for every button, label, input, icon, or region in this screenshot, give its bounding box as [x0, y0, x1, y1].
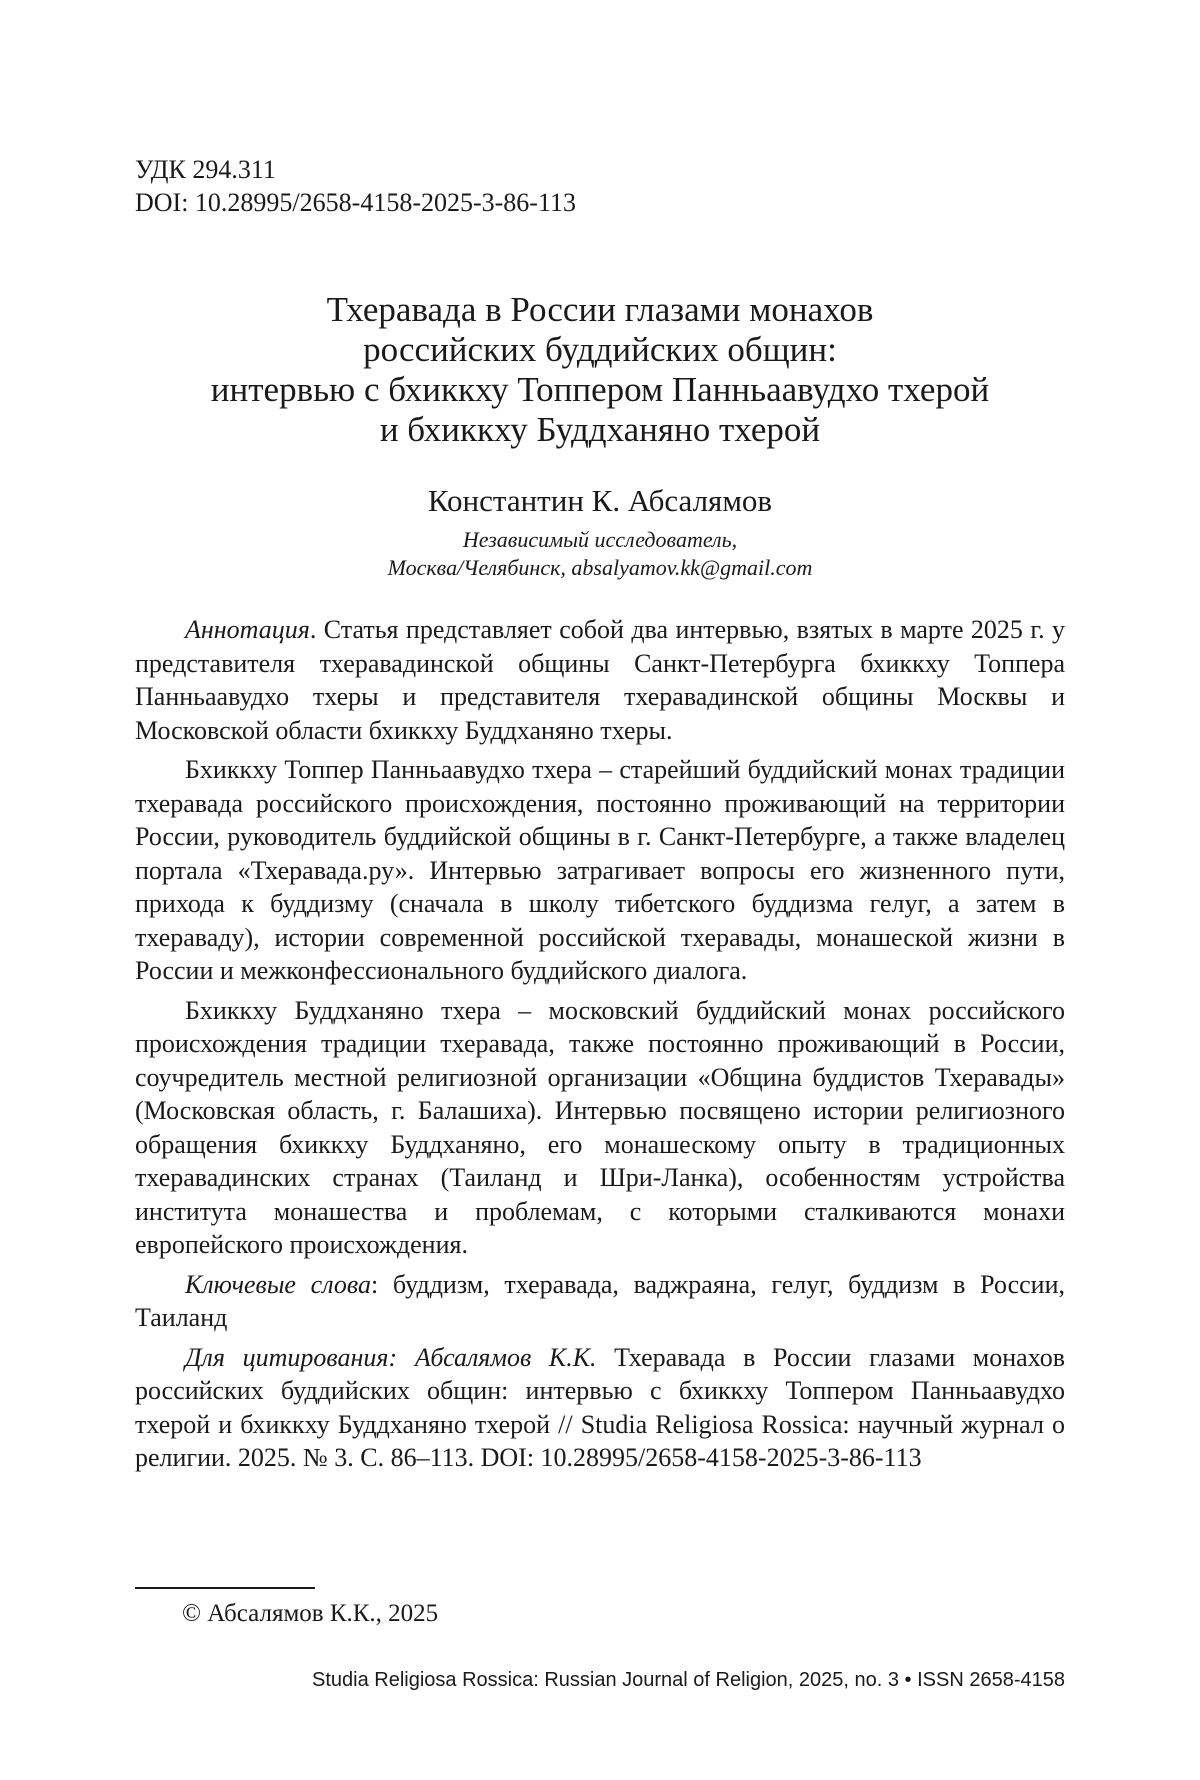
- affiliation-line: Независимый исследователь,: [462, 527, 738, 552]
- title-line: Тхеравада в России глазами монахов: [326, 290, 874, 329]
- abstract-label: Аннотация: [185, 615, 310, 644]
- title-line: и бхиккху Буддханяно тхерой: [379, 410, 821, 449]
- citation-text: Тхеравада в России глазами монахов российских буддийских общин: интервью с бхиккху Топпером Панньаавудхо тхерой и бхиккху Буддханяно тхерой // Studia Religiosa Rossica: научный журнал о религии. 2025. № 3. С. 86–113. DOI: 10.28995/2658-4158-2025-3-86-113: [135, 1342, 1065, 1472]
- doi: DOI: 10.28995/2658-4158-2025-3-86-113: [135, 188, 576, 217]
- abstract-section: [135, 613, 1065, 1481]
- copyright-notice: © Абсалямов К.К., 2025: [182, 1600, 439, 1627]
- abstract-paragraph: Бхиккху Буддханяно тхера – московский буддийский монах российского происхождения традиции тхеравада, также постоянно проживающий в России, соучредитель местной религиозной организации «Община буддистов Тхеравады» (Московская область, г. Балашиха). Интервью посвящено истории религиозного обращения бхиккху Буддханяно, его монашескому опыту в традиционных тхеравадинских странах (Таиланд и Шри-Ланка), особенностям устройства института монашества и проблемам, с которыми сталкиваются монахи европейского происхождения.: [135, 995, 1065, 1259]
- title-line: российских буддийских общин:: [363, 330, 837, 369]
- keywords-text: : буддизм, тхеравада, ваджраяна, гелуг, буддизм в России, Таиланд: [135, 1269, 1065, 1332]
- footnote-divider: [135, 1587, 315, 1589]
- location-email: Москва/Челябинск, absalyamov.kk@gmail.com: [387, 555, 813, 580]
- abstract-text: . Статья представляет собой два интервью, взятых в марте 2025 г. у представителя тхеравадинской общины Санкт-Петербурга бхиккху Топпера Панньаавудхо тхеры и представителя тхеравадинской общины Москвы и Московской области бхиккху Буддханяно тхеры.: [135, 615, 1065, 745]
- citation-label: Для цитирования: Абсалямов К.К.: [185, 1342, 597, 1372]
- author-name: Константин К. Абсалямов: [427, 483, 773, 518]
- keywords-label: Ключевые слова: [185, 1269, 371, 1299]
- abstract-paragraph: Бхиккху Топпер Панньаавудхо тхера – старейший буддийский монах традиции тхеравада российского происхождения, постоянно проживающий на территории России, руководитель буддийской общины в г. Санкт-Петербурге, а также владелец портала «Тхеравада.ру». Интервью затрагивает вопросы его жизненного пути, прихода к буддизму (сначала в школу тибетского буддизма гелуг, а затем в тхераваду), истории современной российской тхеравады, монашеской жизни в России и межконфессионального буддийского диалога.: [135, 755, 1065, 985]
- citation-paragraph: [135, 1341, 1065, 1475]
- udc-code: УДК 294.311: [135, 155, 276, 184]
- article-title: [135, 290, 1065, 450]
- journal-footer: Studia Religiosa Rossica: Russian Journal of Religion, 2025, no. 3 • ISSN 2658-4158: [312, 1669, 1065, 1691]
- title-line: интервью с бхиккху Топпером Панньаавудхо тхерой: [210, 370, 990, 409]
- author-affiliation: [135, 526, 1065, 582]
- abstract-paragraph: [135, 613, 1065, 747]
- article-meta: [135, 153, 576, 219]
- keywords-paragraph: [135, 1268, 1065, 1335]
